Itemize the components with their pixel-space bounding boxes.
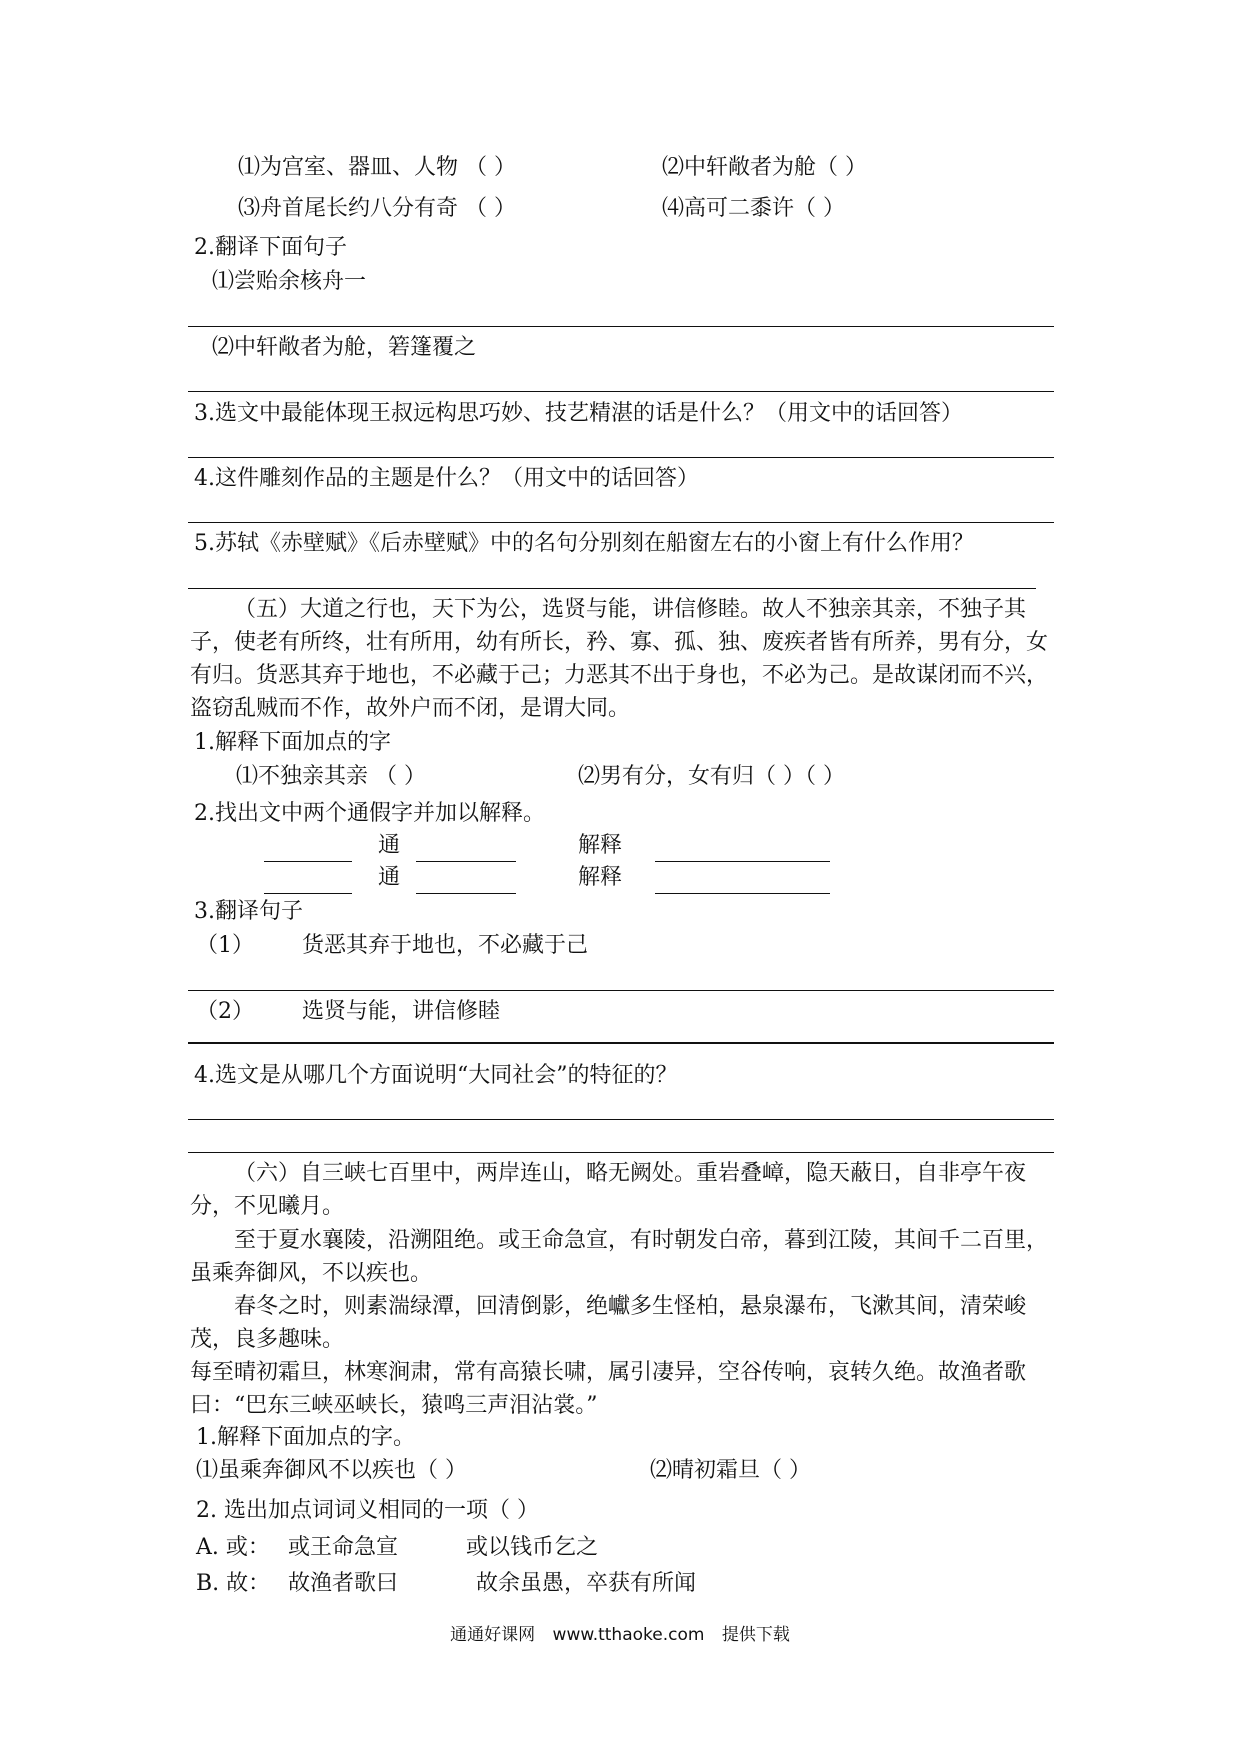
option-a-phrase-2: 或以钱币乞之 (466, 1535, 599, 1560)
section5-passage: （五）大道之行也，天下为公，选贤与能，讲信修睦。故人不独亲其亲，不独子其子，使老有所终，壮有所用，幼有所长，矜、寡、孤、独、废疾者皆有所养，男有分，女有归。货恶其弃于地也，不必藏于己；力恶其不出于身也，不必为己。是故谋闭而不兴，盗窃乱贼而不作，故外户而不闭，是谓大同。 (190, 597, 1049, 721)
option-b-phrase-1: 故渔者歌曰 (288, 1571, 399, 1596)
option-a-phrase-1: 或王命急宣 (288, 1535, 399, 1560)
blank-line (416, 861, 516, 862)
tong-label: 通 (378, 865, 401, 890)
q1-item-4: ⑷高可二黍许（ ） (662, 196, 845, 221)
answer-line (188, 326, 1054, 327)
s5-q3-title: 3.翻译句子 (194, 899, 303, 924)
answer-line (188, 990, 1054, 991)
answer-line (188, 588, 1036, 589)
s5-q3-1-sentence: 货恶其弃于地也，不必藏于己 (302, 933, 589, 958)
q2-sentence-2: ⑵中轩敞者为舱，箬篷覆之 (212, 335, 477, 360)
s5-q3-2-num: （2） (196, 999, 254, 1024)
s5-q1-item-2: ⑵男有分，女有归（ ）（ ） (578, 764, 845, 789)
option-b-phrase-2: 故余虽愚，卒获有所闻 (476, 1571, 697, 1596)
answer-line (188, 1042, 1054, 1044)
answer-line (188, 522, 1054, 523)
answer-line (188, 1119, 1054, 1120)
q3-question: 3.选文中最能体现王叔远构思巧妙、技艺精湛的话是什么？（用文中的话回答） (194, 401, 963, 426)
q1-item-3: ⑶舟首尾长约八分有奇 （ ） (238, 196, 516, 221)
blank-line (416, 893, 516, 894)
s6-q1-item-2: ⑵晴初霜旦（ ） (650, 1458, 811, 1483)
footer-site-name: 通通好课网 (450, 1625, 536, 1645)
blank-line (655, 861, 830, 862)
option-a-label: A. 或： (196, 1535, 270, 1560)
s5-q2-title: 2.找出文中两个通假字并加以解释。 (194, 801, 545, 826)
section6-paragraph-1: （六）自三峡七百里中，两岸连山，略无阙处。重岩叠嶂，隐天蔽日，自非亭午夜分，不见曦月。 (190, 1161, 1027, 1219)
s5-q3-1-num: （1） (196, 933, 254, 958)
page-footer (0, 1620, 1240, 1645)
blank-line (264, 861, 352, 862)
blank-line (655, 893, 830, 894)
q4-question: 4.这件雕刻作品的主题是什么？（用文中的话回答） (194, 466, 699, 491)
section6-paragraph-4: 每至晴初霜旦，林寒涧肃，常有高猿长啸，属引凄异，空谷传响，哀转久绝。故渔者歌曰：“巴东三峡巫峡长，猿鸣三声泪沾裳。” (190, 1360, 1027, 1418)
footer-url-link[interactable]: www.tthaoke.com (552, 1625, 705, 1645)
s5-q3-2-sentence: 选贤与能，讲信修睦 (302, 999, 501, 1024)
footer-suffix: 提供下载 (721, 1625, 790, 1645)
section6-paragraph-2: 至于夏水襄陵，沿溯阻绝。或王命急宣，有时朝发白帝，暮到江陵，其间千二百里，虽乘奔御风，不以疾也。 (190, 1228, 1049, 1286)
jieshi-label: 解释 (578, 865, 623, 890)
s6-q2-title: 2. 选出加点词词义相同的一项（ ） (196, 1498, 539, 1523)
q1-item-1: ⑴为宫室、器皿、人物 （ ） (238, 155, 516, 180)
s5-q4-question: 4.选文是从哪几个方面说明“大同社会”的特征的？ (194, 1063, 678, 1088)
s6-q1-item-1: ⑴虽乘奔御风不以疾也（ ） (196, 1458, 467, 1483)
jieshi-label: 解释 (578, 833, 623, 858)
answer-line (188, 457, 1054, 458)
tong-label: 通 (378, 833, 401, 858)
q2-title: 2.翻译下面句子 (194, 235, 347, 260)
s5-q1-title: 1.解释下面加点的字 (194, 730, 391, 755)
answer-line (188, 1152, 1054, 1153)
q1-item-2: ⑵中轩敞者为舱（ ） (662, 155, 867, 180)
s6-q1-title: 1.解释下面加点的字。 (196, 1425, 415, 1450)
blank-line (264, 893, 352, 894)
answer-line (188, 391, 1054, 392)
q2-sentence-1: ⑴尝贻余核舟一 (212, 269, 367, 294)
option-b-label: B. 故： (196, 1571, 271, 1596)
q5-question: 5.苏轼《赤壁赋》《后赤壁赋》中的名句分别刻在船窗左右的小窗上有什么作用？ (194, 531, 974, 556)
s5-q1-item-1: ⑴不独亲其亲 （ ） (236, 764, 426, 789)
section6-paragraph-3: 春冬之时，则素湍绿潭，回清倒影，绝巘多生怪柏，悬泉瀑布，飞漱其间，清荣峻茂，良多趣味。 (190, 1294, 1027, 1352)
